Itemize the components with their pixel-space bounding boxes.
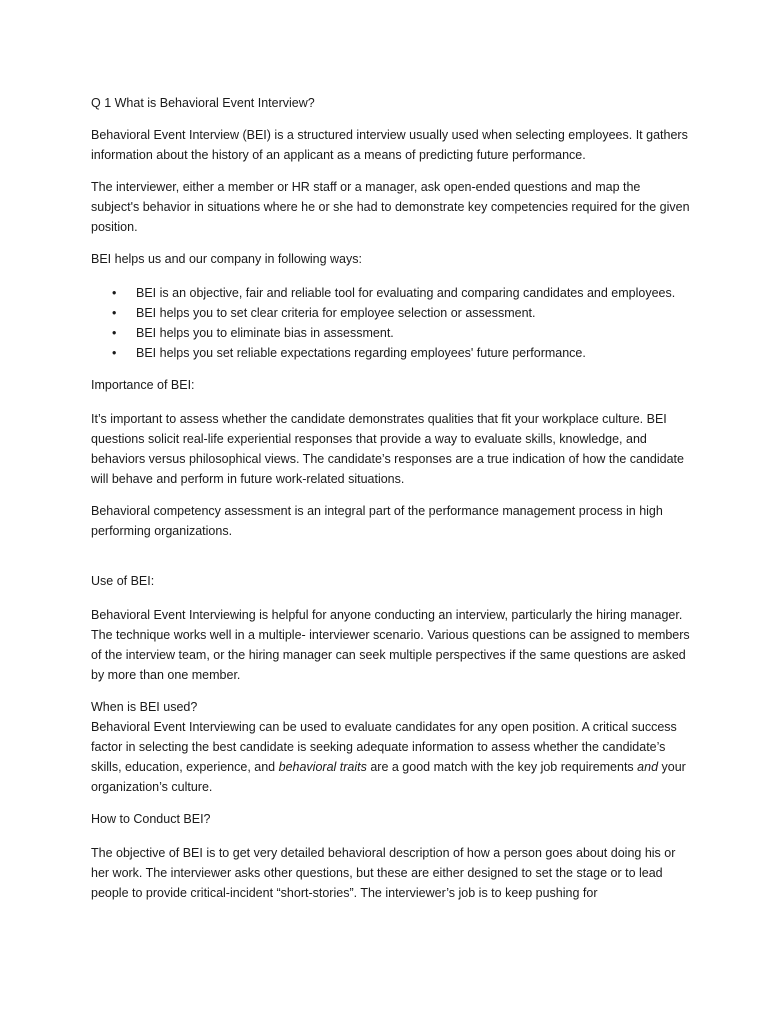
list-item [112, 343, 691, 363]
importance-paragraph-1: It’s important to assess whether the candidate demonstrates qualities that fit your workplace culture. BEI questions solicit real-life experiential responses that provide a way to evaluate skills, knowledge, and behaviors versus philosophical views. The candidate’s responses are a true indication of how the candidate will behave and perform in future work-related situations. [91, 412, 684, 486]
when-text-c: your organization’s culture. [91, 760, 686, 794]
when-paragraph [91, 717, 691, 797]
helps-list [91, 283, 691, 363]
document-page [91, 93, 691, 915]
when-heading: When is BEI used? [91, 700, 198, 714]
list-item [112, 303, 691, 323]
use-heading: Use of BEI: [91, 574, 155, 588]
use-paragraph-1: Behavioral Event Interviewing is helpful for anyone conducting an interview, particularly the hiring manager. The technique works well in a multiple- interviewer scenario. Various questions can be assigned to members of the interview team, or the hiring manager can seek multiple perspectives if the same questions are asked by more than one member. [91, 608, 690, 682]
importance-paragraph-2: Behavioral competency assessment is an integral part of the performance management process in high performing organizations. [91, 504, 663, 538]
importance-heading: Importance of BEI: [91, 378, 195, 392]
list-item-text: BEI helps you to set clear criteria for employee selection or assessment. [136, 306, 536, 320]
conduct-heading: How to Conduct BEI? [91, 812, 211, 826]
list-item-text: BEI helps you to eliminate bias in assessment. [136, 326, 394, 340]
list-item-text: BEI is an objective, fair and reliable tool for evaluating and comparing candidates and employees. [136, 286, 676, 300]
question-title: Q 1 What is Behavioral Event Interview? [91, 96, 315, 110]
list-item [112, 323, 691, 343]
intro-paragraph-2: The interviewer, either a member or HR staff or a manager, ask open-ended questions and map the subject's behavior in situations where he or she had to demonstrate key competencies required for the given position. [91, 180, 690, 234]
when-emphasis-behavioral-traits: behavioral traits [278, 760, 367, 774]
bullet-icon: • [112, 286, 117, 300]
conduct-paragraph-1: The objective of BEI is to get very detailed behavioral description of how a person goes about doing his or her work. The interviewer asks other questions, but these are either designed to set the stage or to lead people to provide critical-incident “short-stories”. The interviewer’s job is to keep pushing for [91, 846, 676, 900]
bullet-icon: • [112, 346, 117, 360]
bullet-icon: • [112, 306, 117, 320]
when-text-a: Behavioral Event Interviewing can be used to evaluate candidates for any open position. A critical success factor in selecting the best candidate is seeking adequate information to assess whether the candidate’s skills, education, experience, and [91, 720, 677, 774]
list-item [112, 283, 691, 303]
intro-paragraph-1: Behavioral Event Interview (BEI) is a structured interview usually used when selecting employees. It gathers information about the history of an applicant as a means of predicting future performance. [91, 128, 688, 162]
helps-heading: BEI helps us and our company in following ways: [91, 252, 362, 266]
list-item-text: BEI helps you set reliable expectations regarding employees' future performance. [136, 346, 586, 360]
bullet-icon: • [112, 326, 117, 340]
when-emphasis-and: and [637, 760, 659, 774]
when-text-b: are a good match with the key job requirements [366, 760, 638, 774]
